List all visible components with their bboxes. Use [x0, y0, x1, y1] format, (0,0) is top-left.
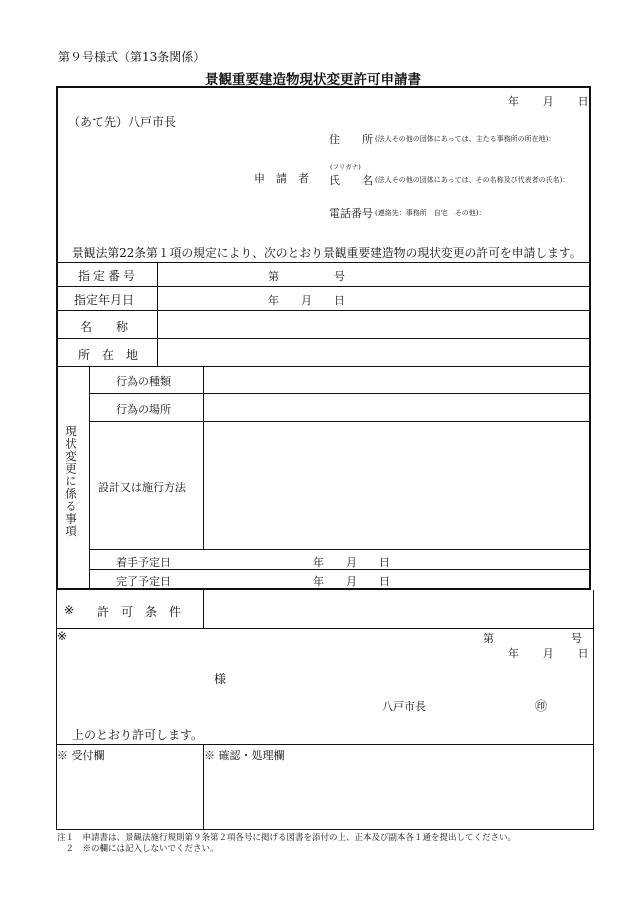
- changes-side-label: 現状変更に係る事項: [64, 425, 78, 538]
- location-row-field[interactable]: [158, 339, 590, 366]
- location-row-label: 所 在 地: [78, 348, 139, 362]
- design-method-label: 設計又は施行方法: [98, 481, 186, 494]
- permission-statement: 上のとおり許可します。: [72, 728, 204, 742]
- design-method-field[interactable]: [204, 422, 590, 549]
- name-row-field[interactable]: [158, 311, 590, 338]
- note-1: 注１ 申請書は、景観法施行規則第９条第２項各号に掲げる図書を添付の上、正本及び副本各１通を提出してください。: [57, 833, 517, 843]
- phone-label: 電話番号: [329, 207, 373, 220]
- designation-date-value[interactable]: 年 月 日: [268, 294, 345, 307]
- address-note: (法人その他の団体にあっては、主たる事務所の所在地)：: [375, 135, 556, 143]
- form-number: 第９号様式（第13条関係）: [58, 50, 206, 64]
- designation-number-label: 指定番号: [78, 269, 139, 283]
- action-place-label: 行為の場所: [116, 403, 171, 416]
- start-date-label: 着手予定日: [116, 556, 171, 569]
- designation-number-value[interactable]: 第 号: [268, 270, 345, 283]
- seal-mark: ㊞: [535, 699, 548, 713]
- application-statement: 景観法第22条第１項の規定により、次のとおり景観重要建造物の現状変更の許可を申請します。: [72, 246, 582, 260]
- permission-sama: 様: [214, 672, 227, 686]
- applicant-label: 申 請 者: [254, 172, 309, 185]
- end-date-value[interactable]: 年 月 日: [313, 575, 390, 588]
- name-label: 氏 名: [329, 174, 373, 187]
- start-date-value[interactable]: 年 月 日: [313, 556, 390, 569]
- action-type-field[interactable]: [204, 367, 590, 393]
- processing-label: ※ 確認・処理欄: [204, 749, 285, 762]
- conditions-mark: ※: [64, 603, 75, 617]
- form-title: 景観重要建造物現状変更許可申請書: [205, 72, 421, 88]
- end-date-label: 完了予定日: [116, 575, 171, 588]
- addressee: （あて先）八戸市長: [68, 115, 177, 129]
- phone-note: (連絡先：事務所 自宅 その他)：: [375, 209, 486, 217]
- action-type-label: 行為の種類: [116, 375, 171, 388]
- note-2: ２ ※の欄には記入しないでください。: [57, 844, 219, 854]
- reception-label: ※ 受付欄: [57, 749, 105, 762]
- furigana-label: (フリガナ): [330, 163, 361, 171]
- name-row-label: 名 称: [80, 320, 129, 334]
- date-line[interactable]: 年 月 日: [508, 95, 590, 108]
- designation-date-label: 指定年月日: [74, 293, 135, 307]
- conditions-label: 許 可 条 件: [97, 605, 182, 619]
- name-note: (法人その他の団体にあっては、その名称及び代表者の氏名)：: [375, 176, 570, 184]
- address-label: 住 所: [329, 133, 373, 146]
- permission-number: 第 号: [483, 632, 582, 645]
- permission-date: 年 月 日: [508, 647, 590, 660]
- permission-mark: ※: [57, 629, 68, 643]
- conditions-field[interactable]: [204, 591, 593, 628]
- action-place-field[interactable]: [204, 394, 590, 421]
- permission-mayor: 八戸市長: [382, 700, 426, 713]
